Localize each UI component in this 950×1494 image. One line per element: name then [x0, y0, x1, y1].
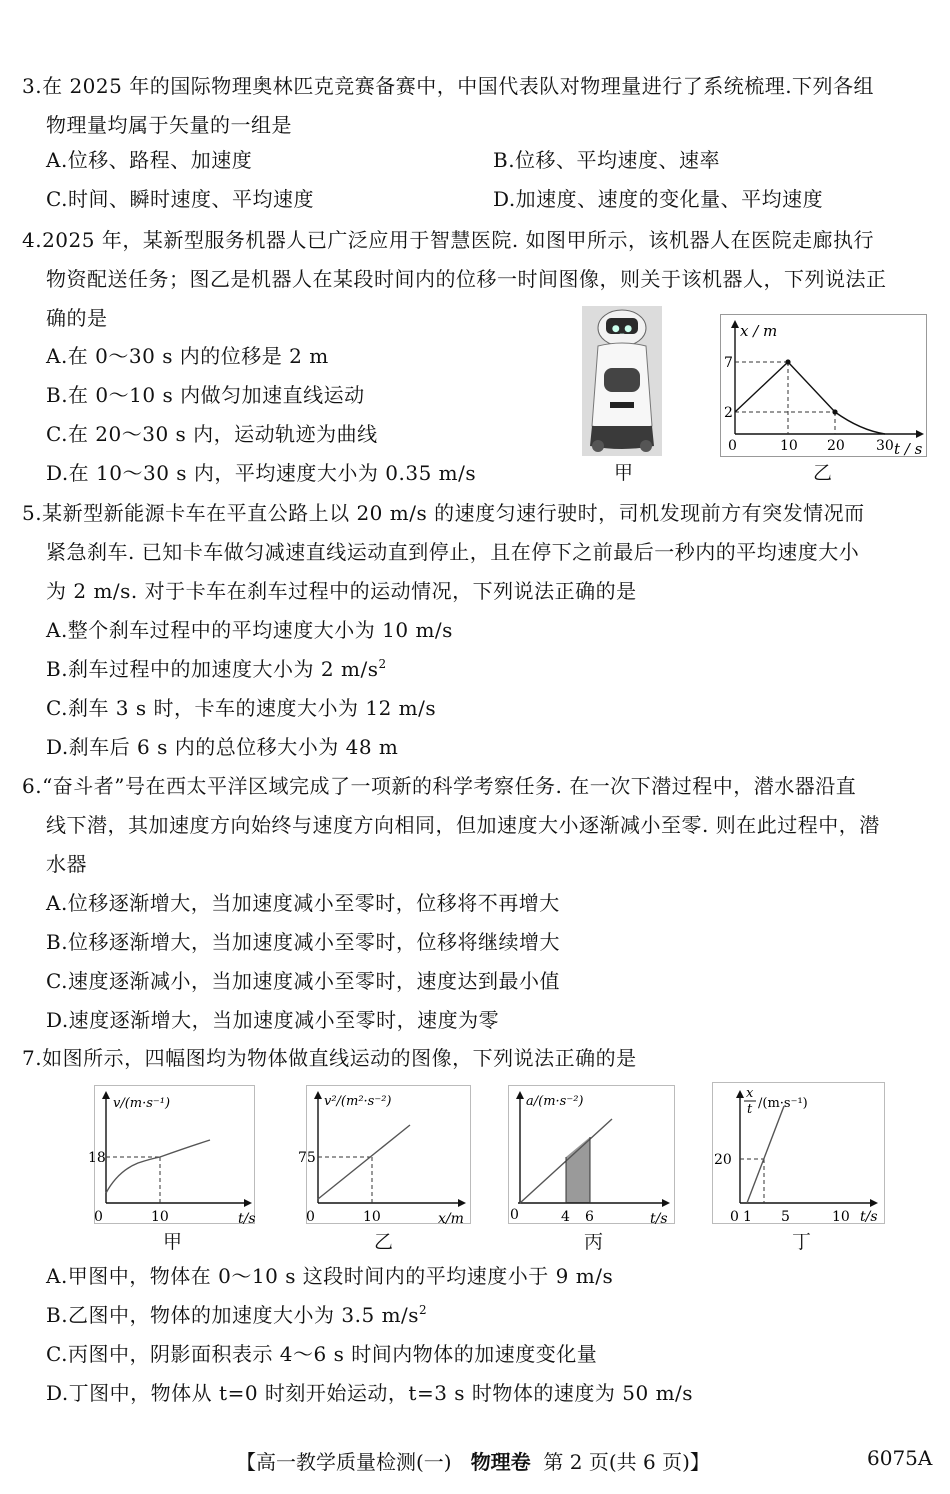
- bing-y-axis: a/(m·s⁻²): [526, 1094, 584, 1109]
- xt-x-tick-20: 20: [827, 438, 845, 454]
- ding-y-axis-num: x: [746, 1086, 754, 1101]
- yi-line: [318, 1125, 410, 1199]
- q6-option-b: B.位移逐渐增大，当加速度减小至零时，位移将继续增大: [46, 930, 561, 954]
- footer-exam-info: [236, 1446, 710, 1475]
- q4-stem-line3: 确的是: [46, 306, 108, 330]
- bing-x-tick-0: 0: [510, 1207, 519, 1223]
- ding-y-axis-unit: /(m·s⁻¹): [758, 1096, 808, 1111]
- xt-curve: [835, 412, 885, 434]
- q4-option-b: B.在 0～10 s 内做匀加速直线运动: [46, 383, 365, 407]
- q6-stem-line3: 水器: [46, 852, 87, 876]
- xt-x-axis-label: t / s: [894, 440, 923, 458]
- q7-label-ding: 丁: [792, 1231, 812, 1253]
- q4-stem-line1: 4.2025 年，某新型服务机器人已广泛应用于智慧医院. 如图甲所示，该机器人在医院走廊执行: [22, 228, 875, 252]
- q7-label-yi: 乙: [374, 1231, 394, 1253]
- robot-screen-text: ●_●: [611, 324, 633, 334]
- xt-y-tick-2: 2: [724, 405, 733, 421]
- q4-figure-label-jia: 甲: [614, 462, 634, 484]
- q7-option-b-sup: 2: [419, 1303, 428, 1317]
- q7-option-a: A.甲图中，物体在 0～10 s 这段时间内的平均速度小于 9 m/s: [46, 1264, 614, 1288]
- q7-graph-yi: [298, 1085, 475, 1253]
- bing-shaded-area: [566, 1137, 590, 1203]
- jia-x-tick-0: 0: [94, 1209, 103, 1225]
- footer-bracket-close: 】: [689, 1450, 710, 1474]
- footer-exam-title: 高一教学质量检测(一): [256, 1450, 452, 1474]
- xt-graph-svg: [720, 314, 930, 464]
- xt-y-tick-7: 7: [724, 355, 733, 371]
- yi-x-tick-0: 0: [306, 1209, 315, 1225]
- q4-robot-figure: [582, 306, 662, 486]
- jia-x-tick-10: 10: [151, 1209, 169, 1225]
- q3-stem-line2: 物理量均属于矢量的一组是: [46, 113, 292, 137]
- q4-option-c: C.在 20～30 s 内，运动轨迹为曲线: [46, 422, 378, 446]
- q5-option-b-sup: 2: [378, 657, 387, 671]
- jia-curve: [106, 1140, 210, 1193]
- q3-option-c: C.时间、瞬时速度、平均速度: [46, 187, 314, 211]
- graph-yi-svg: [300, 1085, 475, 1225]
- q6-stem-line1: 6.“奋斗者”号在西太平洋区域完成了一项新的科学考察任务. 在一次下潜过程中，潜水器沿直: [22, 774, 857, 798]
- q6-option-c: C.速度逐渐减小，当加速度减小至零时，速度达到最小值: [46, 969, 560, 993]
- ding-y-tick: 20: [714, 1152, 732, 1168]
- xt-line: [735, 362, 835, 412]
- q4-stem-line2: 物资配送任务；图乙是机器人在某段时间内的位移一时间图像，则关于该机器人，下列说法正: [46, 267, 887, 291]
- q5-option-b-text: B.刹车过程中的加速度大小为 2 m/s: [46, 657, 379, 681]
- q6-stem-line2: 线下潜，其加速度方向始终与速度方向相同，但加速度大小逐渐减小至零. 则在此过程中，潜: [46, 813, 880, 837]
- ding-y-axis-den: t: [747, 1102, 753, 1117]
- bing-x-axis: t/s: [650, 1211, 668, 1227]
- graph-jia-svg: [88, 1085, 258, 1225]
- graph-bing-svg: [508, 1085, 678, 1225]
- q3-option-d: D.加速度、速度的变化量、平均速度: [493, 187, 824, 211]
- footer-bracket-open: 【: [236, 1450, 256, 1474]
- q4-figure-label-yi: 乙: [813, 462, 833, 484]
- q5-stem-line3: 为 2 m/s. 对于卡车在刹车过程中的运动情况，下列说法正确的是: [46, 579, 637, 603]
- q5-option-a: A.整个刹车过程中的平均速度大小为 10 m/s: [46, 618, 453, 642]
- q7-option-b-text: B.乙图中，物体的加速度大小为 3.5 m/s: [46, 1303, 420, 1327]
- q7-option-b: [46, 1301, 427, 1329]
- xt-x-tick-30: 30: [876, 438, 894, 454]
- yi-x-tick-10: 10: [363, 1209, 381, 1225]
- footer-page: 第 2 页(共 6 页): [543, 1450, 690, 1474]
- jia-y-tick: 18: [88, 1150, 106, 1166]
- q5-option-d: D.刹车后 6 s 内的总位移大小为 48 m: [46, 735, 399, 759]
- xt-x-tick-10: 10: [780, 438, 798, 454]
- q7-label-jia: 甲: [163, 1231, 183, 1253]
- q7-graph-bing: [508, 1085, 678, 1253]
- q3-option-a: A.位移、路程、加速度: [46, 148, 253, 172]
- ding-x-tick-1: 1: [743, 1209, 752, 1225]
- graph-ding-svg: [712, 1082, 892, 1225]
- q4-option-a: A.在 0～30 s 内的位移是 2 m: [46, 344, 329, 368]
- q5-stem-line2: 紧急刹车. 已知卡车做匀减速直线运动直到停止，且在停下之前最后一秒内的平均速度大小: [46, 540, 860, 564]
- ding-line: [747, 1106, 784, 1203]
- footer-subject: 物理卷: [470, 1450, 531, 1474]
- bing-x-tick-6: 6: [585, 1209, 594, 1225]
- ding-x-tick-5: 5: [781, 1209, 790, 1225]
- q5-option-b: [46, 655, 387, 683]
- q7-option-d: D.丁图中，物体从 t=0 时刻开始运动，t=3 s 时物体的速度为 50 m/s: [46, 1381, 694, 1405]
- q7-graph-ding: [712, 1082, 892, 1253]
- q7-stem-line1: 7.如图所示，四幅图均为物体做直线运动的图像，下列说法正确的是: [22, 1046, 637, 1070]
- ding-x-axis: t/s: [860, 1209, 878, 1225]
- jia-x-axis: t/s: [238, 1211, 256, 1227]
- yi-x-axis: x/m: [438, 1211, 464, 1227]
- ding-x-tick-0: 0: [730, 1209, 739, 1225]
- q6-option-d: D.速度逐渐增大，当加速度减小至零时，速度为零: [46, 1008, 500, 1032]
- q5-option-c: C.刹车 3 s 时，卡车的速度大小为 12 m/s: [46, 696, 437, 720]
- q4-xt-graph: [720, 314, 930, 486]
- xt-x-tick-0: 0: [728, 438, 737, 454]
- ding-x-tick-10: 10: [832, 1209, 850, 1225]
- bing-x-tick-4: 4: [561, 1209, 570, 1225]
- q3-option-b: B.位移、平均速度、速率: [493, 148, 721, 172]
- q6-option-a: A.位移逐渐增大，当加速度减小至零时，位移将不再增大: [46, 891, 560, 915]
- q3-stem-line1: 3.在 2025 年的国际物理奥林匹克竞赛备赛中，中国代表队对物理量进行了系统梳理.下列各组: [22, 74, 875, 98]
- footer-code: 6075A: [867, 1446, 933, 1470]
- q5-stem-line1: 5.某新型新能源卡车在平直公路上以 20 m/s 的速度匀速行驶时，司机发现前方有突发情况而: [22, 501, 865, 525]
- q7-option-c: C.丙图中，阴影面积表示 4～6 s 时间内物体的加速度变化量: [46, 1342, 598, 1366]
- yi-y-tick: 75: [298, 1150, 316, 1166]
- xt-y-axis-label: x / m: [740, 322, 778, 340]
- yi-y-axis: v²/(m²·s⁻²): [324, 1094, 392, 1109]
- jia-y-axis: v/(m·s⁻¹): [113, 1096, 171, 1111]
- q7-label-bing: 丙: [584, 1231, 604, 1253]
- q4-option-d: D.在 10～30 s 内，平均速度大小为 0.35 m/s: [46, 461, 477, 485]
- q7-graph-jia: [88, 1085, 258, 1253]
